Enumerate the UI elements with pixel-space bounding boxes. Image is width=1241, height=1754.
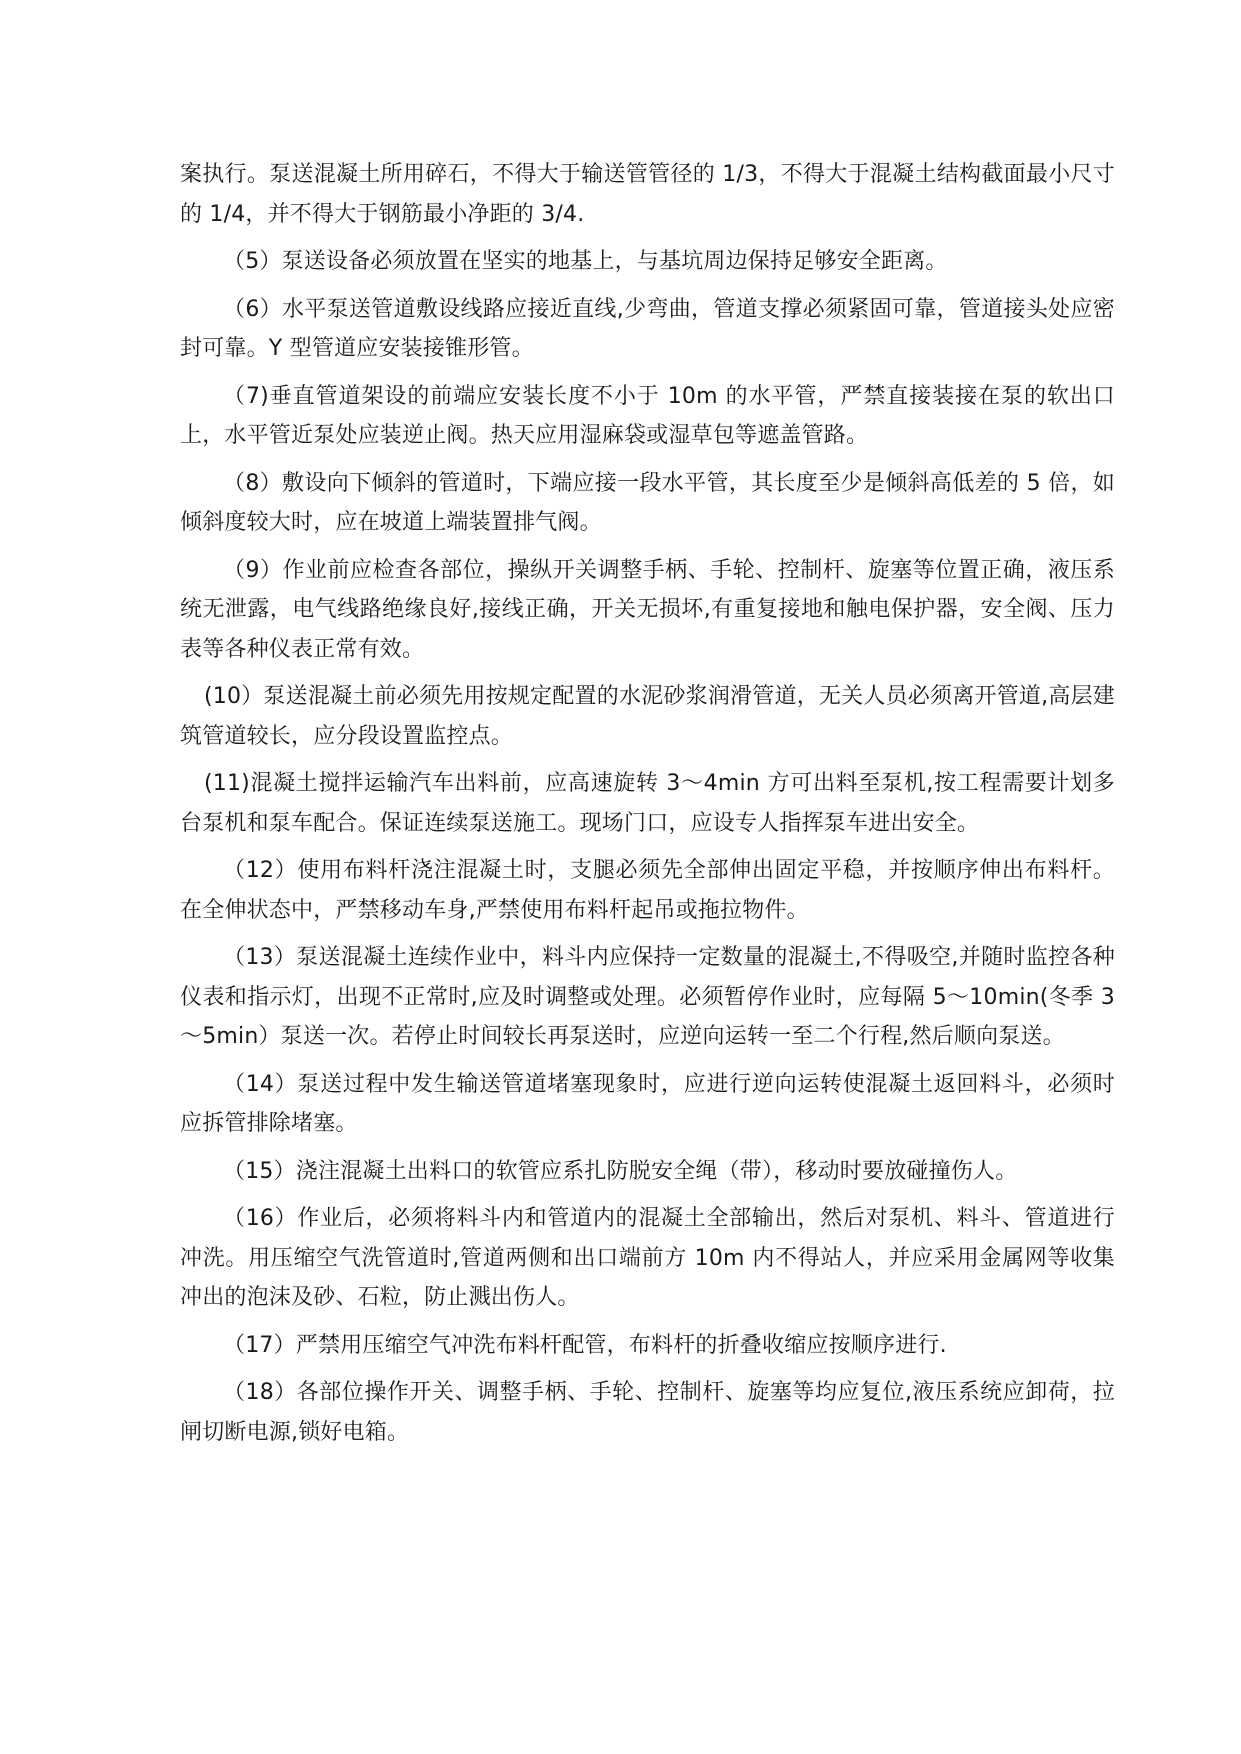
paragraph-item-17: （17）严禁用压缩空气冲洗布料杆配管，布料杆的折叠收缩应按顺序进行. xyxy=(223,1332,947,1358)
paragraph-item-5: （5）泵送设备必须放置在坚实的地基上，与基坑周边保持足够安全距离。 xyxy=(223,249,948,274)
paragraph-item-15: （15）浇注混凝土出料口的软管应系扎防脱安全绳（带），移动时要放碰撞伤人。 xyxy=(223,1158,1018,1184)
paragraph-item-16: （16）作业后，必须将料斗内和管道内的混凝土全部输出，然后对泵机、料斗、管道进行冲洗。用压缩空气洗管道时,管道两侧和出口端前方 10m 内不得站人，并应采用金属网等收集冲出的泡沫及砂、石粒，防止溅出伤人。 xyxy=(180,1206,1115,1310)
paragraph-item-13: （13）泵送混凝土连续作业中，料斗内应保持一定数量的混凝土,不得吸空,并随时监控各种仪表和指示灯，出现不正常时,应及时调整或处理。必须暂停作业时，应每隔 5～10min(冬季 3～5min）泵送一次。若停止时间较长再泵送时，应逆向运转一至二个行程,然后顺向泵送。 xyxy=(180,945,1115,1049)
paragraph-item-14: （14）泵送过程中发生输送管道堵塞现象时，应进行逆向运转使混凝土返回料斗，必须时应拆管排除堵塞。 xyxy=(180,1071,1115,1136)
paragraph-item-6: （6）水平泵送管道敷设线路应接近直线,少弯曲，管道支撑必须紧固可靠，管道接头处应密封可靠。Y 型管道应安装接锥形管。 xyxy=(180,296,1115,361)
paragraph-continuation: 案执行。泵送混凝土所用碎石，不得大于输送管管径的 1/3，不得大于混凝土结构截面最小尺寸的 1/4，并不得大于钢筋最小净距的 3/4. xyxy=(180,162,1115,227)
paragraph-item-11: (11)混凝土搅拌运输汽车出料前，应高速旋转 3～4min 方可出料至泵机,按工程需要计划多台泵机和泵车配合。保证连续泵送施工。现场门口，应设专人指挥泵车进出安全。 xyxy=(180,771,1115,836)
paragraph-item-7: （7)垂直管道架设的前端应安装长度不小于 10m 的水平管，严禁直接装接在泵的软出口上，水平管近泵处应装逆止阀。热天应用湿麻袋或湿草包等遮盖管路。 xyxy=(180,383,1115,448)
paragraph-item-10: (10）泵送混凝土前必须先用按规定配置的水泥砂浆润滑管道，无关人员必须离开管道,高层建筑管道较长，应分段设置监控点。 xyxy=(180,684,1115,749)
paragraph-item-18: （18）各部位操作开关、调整手柄、手轮、控制杆、旋塞等均应复位,液压系统应卸荷，拉闸切断电源,锁好电箱。 xyxy=(180,1380,1115,1445)
paragraph-item-8: （8）敷设向下倾斜的管道时，下端应接一段水平管，其长度至少是倾斜高低差的 5 倍，如倾斜度较大时，应在坡道上端装置排气阀。 xyxy=(180,470,1115,535)
paragraph-item-12: （12）使用布料杆浇注混凝土时，支腿必须先全部伸出固定平稳，并按顺序伸出布料杆。在全伸状态中，严禁移动车身,严禁使用布料杆起吊或拖拉物件。 xyxy=(180,858,1115,923)
document-body xyxy=(180,155,1115,1452)
paragraph-item-9: （9）作业前应检查各部位，操纵开关调整手柄、手轮、控制杆、旋塞等位置正确，液压系统无泄露，电气线路绝缘良好,接线正确，开关无损坏,有重复接地和触电保护器，安全阀、压力表等各种仪表正常有效。 xyxy=(180,557,1115,662)
